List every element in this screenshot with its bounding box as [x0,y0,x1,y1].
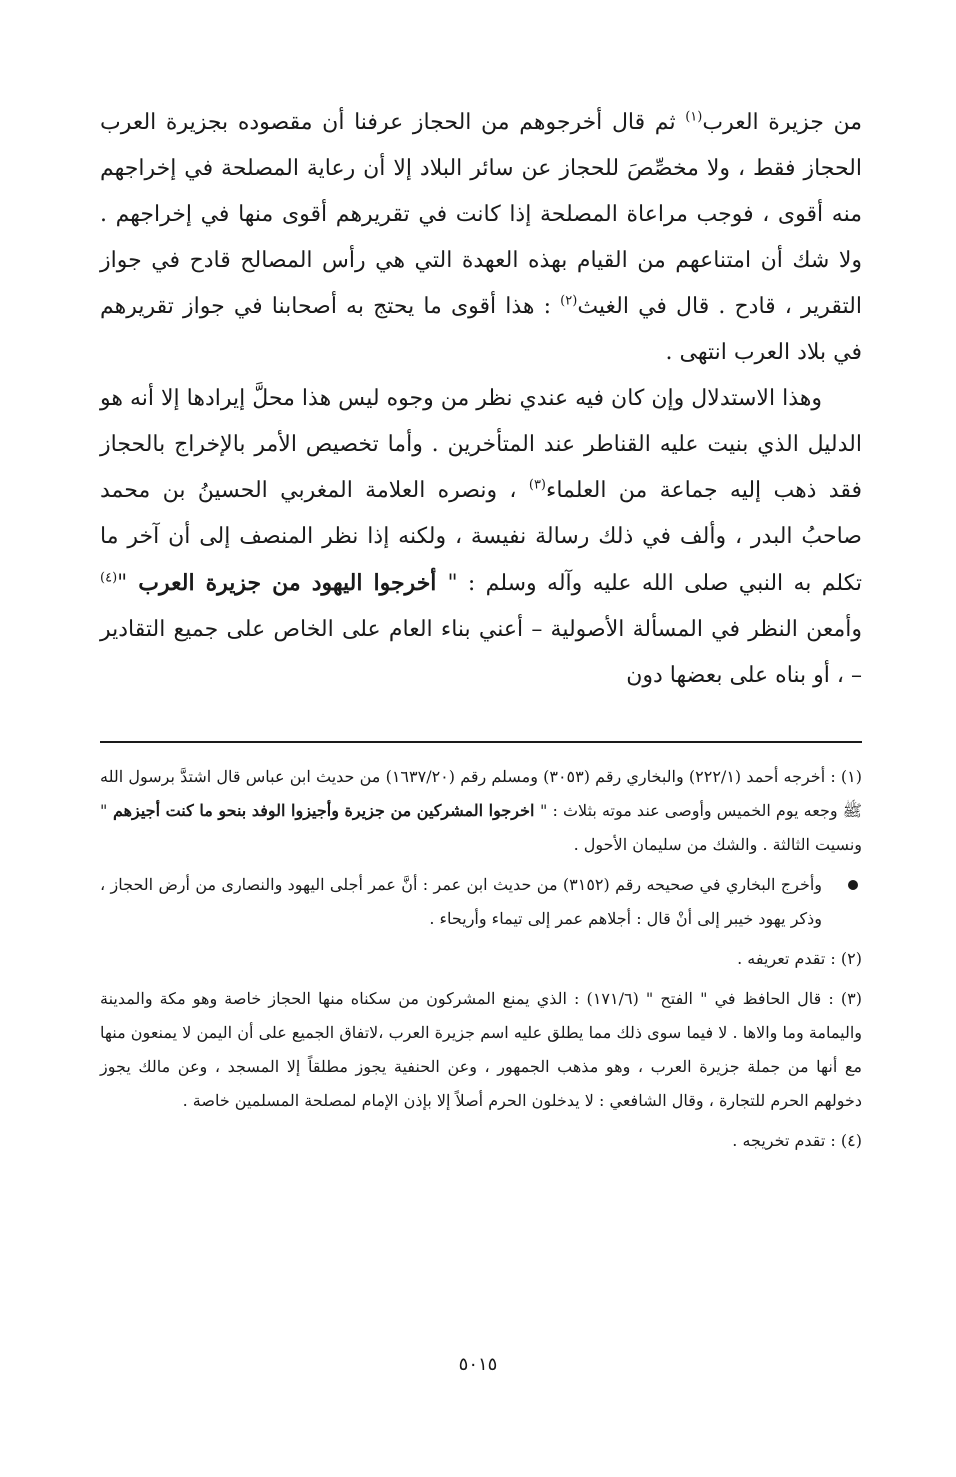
paragraph-2-text-d: وأمعن النظر في المسألة الأصولية – أعني بناء العام على الخاص على جميع التقادير – ، أو بناه على بعضها دون [100,617,862,688]
paragraph-1-text-b: ثم قال أخرجوهم من الحجاز عرفنا أن مقصوده بجزيرة العرب الحجاز فقط ، ولا مخصِّصَ للحجاز عن سائر البلاد إلا أن رعاية المصلحة في إخراجهم منه أقوى ، فوجب مراعاة المصلحة إذا كانت في تقريرهم أقوى منها في إخراجهم . ولا شك أن امتناعهم من القيام بهذه العهدة التي هي رأس المصالح قادح في جواز التقرير ، قادح . قال في الغيث [100,110,862,319]
footnote-1 [100,760,862,862]
footnote-4-text: : تقدم تخريجه . [732,1131,841,1150]
footnote-2-text: : تقدم تعريفه . [737,949,841,968]
paragraph-1 [100,100,862,376]
footnote-ref-1[interactable]: (١) [685,109,703,125]
footnote-ref-4[interactable]: (٤) [100,570,118,586]
footnote-2 [100,942,862,976]
paragraph-2-text-b: ، ونصره العلامة المغربي الحسينُ بن محمد صاحبُ البدر ، وألف في ذلك رسالة نفيسة ، ولكنه إذا نظر المنصف إلى أن آخر ما تكلم به النبي صلى الله عليه وآله وسلم : " [100,478,862,596]
footnote-1-text-a: : أخرجه أحمد (٢٢٢/١) والبخاري رقم (٣٠٥٣) ومسلم رقم (١٦٣٧/٢٠) من حديث ابن عباس قال اشتدَّ برسول الله ﷺ وجعه يوم الخميس وأوصى عند موته بثلاث : " [100,767,862,820]
footnote-1-number: (١) [840,767,863,786]
paragraph-1-text-a: من جزيرة العرب [702,110,862,135]
footnote-separator [100,741,862,743]
paragraph-2-text-c: " [117,571,128,596]
footnotes-section [100,760,862,1164]
hadith-quote: أخرجوا اليهود من جزيرة العرب [127,570,448,596]
paragraph-2 [100,376,862,699]
footnote-ref-3[interactable]: (٣) [528,477,546,493]
bullet-icon [848,880,858,890]
footnote-3 [100,982,862,1118]
footnote-3-number: (٣) [840,989,862,1008]
footnote-1-bullet-note [100,868,862,936]
footnote-1-text-b: " ونسيت الثالثة . والشك من سليمان الأحول . [100,801,862,854]
main-text [100,100,862,699]
footnote-3-text: : قال الحافظ في " الفتح " (١٧١/٦) : الذي يمنع المشركون من سكناه منها الحجاز خاصة وهو مكة والمدينة واليمامة وما والاها . لا فيما سوى ذلك مما يطلق عليه اسم جزيرة العرب ،لاتفاق الجميع على أن اليمن لا يمنعون منها مع أنها من جملة جزيرة العرب ، وهو مذهب الجمهور ، وعن الحنفية يجوز مطلقاً إلا المسجد ، وعن مالك يجوز دخولهم الحرم للتجارة ، وقال الشافعي : لا يدخلون الحرم أصلاً إلا بإذن الإمام لمصلحة المسلمين خاصة . [100,989,863,1110]
paragraph-2-text-a: وهذا الاستدلال وإن كان فيه عندي نظر من وجوه ليس هذا محلَّ إيرادها إلا أنه هو الدليل الذي بنيت عليه القناطر عند المتأخرين . وأما تخصيص الأمر بالإخراج بالحجاز فقد ذهب إليه جماعة من العلماء [100,386,862,503]
page-number: ٥٠١٥ [458,1354,498,1375]
footnote-2-number: (٢) [840,949,862,968]
footnote-4 [100,1124,862,1158]
footnote-1-hadith: اخرجوا المشركين من جزيرة وأجيزوا الوفد بنحو ما كنت أجيزهم [107,801,541,820]
footnote-ref-2[interactable]: (٢) [560,293,578,309]
footnote-4-number: (٤) [840,1131,862,1150]
footnote-1-bullet-text: وأخرج البخاري في صحيحه رقم (٣١٥٢) من حديث ابن عمر : أنَّ عمر أجلى اليهود والنصارى من أرض الحجاز ، وذكر يهود خيبر إلى أنْ قال : أجلاهم عمر إلى تيماء وأريحاء . [100,875,823,928]
paragraph-1-text-c: : هذا أقوى ما يحتج به أصحابنا في جواز تقريرهم في بلاد العرب انتهى . [100,294,862,365]
